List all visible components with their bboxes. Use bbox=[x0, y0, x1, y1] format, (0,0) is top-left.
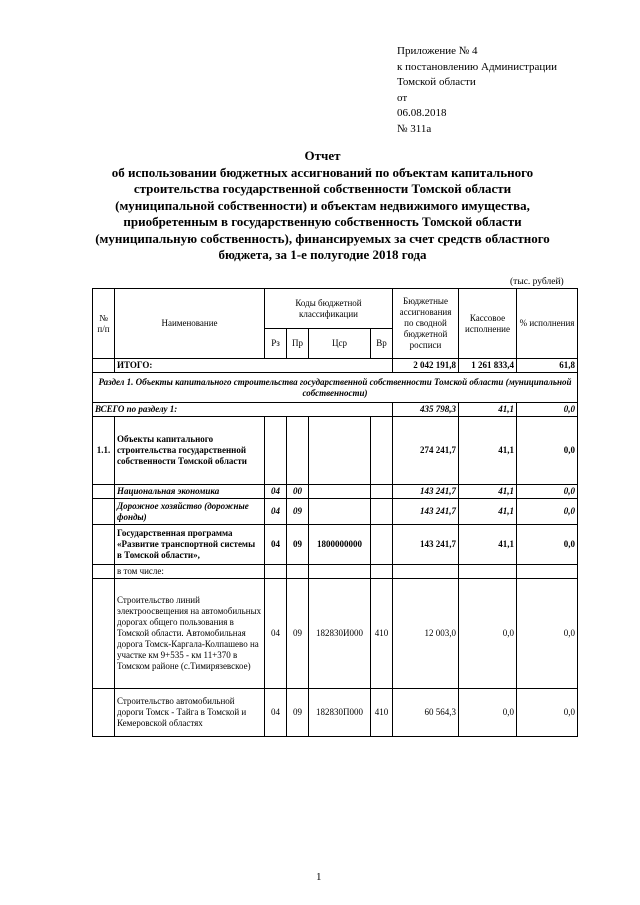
total-row bbox=[93, 359, 578, 373]
row-cash: 41,1 bbox=[459, 525, 517, 565]
row-vr bbox=[371, 417, 393, 485]
row-csr: 182830И000 bbox=[309, 579, 371, 689]
header-percent: % исполнения bbox=[517, 289, 578, 359]
title-line: (муниципальной собственности) и объектам недвижимого имущества, bbox=[115, 197, 530, 213]
row-vr: 410 bbox=[371, 689, 393, 737]
row-rz: 04 bbox=[265, 579, 287, 689]
row-rz bbox=[265, 565, 287, 579]
title-line: об использовании бюджетных ассигнований по объектам капитального bbox=[111, 164, 534, 180]
report-table bbox=[92, 288, 578, 737]
row-cash: 0,0 bbox=[459, 579, 517, 689]
header-csr: Цср bbox=[309, 329, 371, 359]
report-title bbox=[60, 148, 585, 264]
row-rz bbox=[265, 417, 287, 485]
title-line: бюджета, за 1-е полугодие 2018 года bbox=[218, 247, 427, 262]
row-csr: 1800000000 bbox=[309, 525, 371, 565]
row-budget: 12 003,0 bbox=[393, 579, 459, 689]
row-name: Дорожное хозяйство (дорожные фонды) bbox=[115, 499, 265, 525]
row-percent: 0,0 bbox=[517, 689, 578, 737]
page-number: 1 bbox=[316, 871, 322, 883]
row-budget: 143 241,7 bbox=[393, 485, 459, 499]
table-row bbox=[93, 485, 578, 499]
total-budget: 2 042 191,8 bbox=[393, 359, 459, 373]
total-percent: 61,8 bbox=[517, 359, 578, 373]
row-cash: 41,1 bbox=[459, 499, 517, 525]
row-percent: 0,0 bbox=[517, 499, 578, 525]
appendix-line: от bbox=[397, 91, 408, 104]
row-name: Строительство линий электроосвещения на автомобильных дорогах общего пользования в Томской области. Автомобильная дорога Томск-Каргала-Колпашево на участке км 9+535 - км 11+370 в Томском районе (с.Тимирязевское) bbox=[115, 579, 265, 689]
row-vr: 410 bbox=[371, 579, 393, 689]
title-line: (муниципальную собственность), финансируемых за счет средств областного bbox=[95, 230, 550, 246]
row-budget: 143 241,7 bbox=[393, 525, 459, 565]
section-title: Раздел 1. Объекты капитального строительства государственной собственности Томской области (муниципальной собственности) bbox=[93, 373, 578, 403]
section-total-percent: 0,0 bbox=[517, 403, 578, 417]
appendix-date: 06.08.2018 bbox=[397, 107, 447, 119]
row-pr: 00 bbox=[287, 485, 309, 499]
row-rz: 04 bbox=[265, 485, 287, 499]
header-name: Наименование bbox=[115, 289, 265, 359]
table-row bbox=[93, 499, 578, 525]
row-num bbox=[93, 485, 115, 499]
appendix-line: Томской области bbox=[397, 76, 476, 88]
table-row bbox=[93, 417, 578, 485]
row-budget: 143 241,7 bbox=[393, 499, 459, 525]
row-csr bbox=[309, 565, 371, 579]
table-row bbox=[93, 525, 578, 565]
row-percent: 0,0 bbox=[517, 417, 578, 485]
header-vr: Вр bbox=[371, 329, 393, 359]
section-total-cash: 41,1 bbox=[459, 403, 517, 417]
appendix-number: № 311а bbox=[397, 122, 432, 135]
row-num bbox=[93, 579, 115, 689]
row-vr bbox=[371, 525, 393, 565]
table-header-row bbox=[93, 289, 578, 329]
row-csr bbox=[309, 417, 371, 485]
header-cash: Кассовое исполнение bbox=[459, 289, 517, 359]
row-pr: 09 bbox=[287, 499, 309, 525]
row-csr: 182830П000 bbox=[309, 689, 371, 737]
row-percent: 0,0 bbox=[517, 579, 578, 689]
header-pr: Пр bbox=[287, 329, 309, 359]
row-num bbox=[93, 525, 115, 565]
row-percent bbox=[517, 565, 578, 579]
row-csr bbox=[309, 499, 371, 525]
row-pr bbox=[287, 417, 309, 485]
row-num bbox=[93, 565, 115, 579]
row-vr bbox=[371, 485, 393, 499]
row-cash: 41,1 bbox=[459, 485, 517, 499]
title-line: приобретенным в государственную собственность Томской области bbox=[123, 214, 522, 229]
row-pr: 09 bbox=[287, 689, 309, 737]
row-cash: 0,0 bbox=[459, 689, 517, 737]
section-total-row bbox=[93, 403, 578, 417]
row-rz: 04 bbox=[265, 689, 287, 737]
row-pr: 09 bbox=[287, 525, 309, 565]
total-label: ИТОГО: bbox=[115, 359, 393, 373]
header-codes: Коды бюджетной классификации bbox=[265, 289, 393, 329]
header-budget: Бюджетные ассигнования по сводной бюджетной росписи bbox=[393, 289, 459, 359]
row-name: Национальная экономика bbox=[115, 485, 265, 499]
row-name: Строительство автомобильной дороги Томск - Тайга в Томской и Кемеровской областях bbox=[115, 689, 265, 737]
row-csr bbox=[309, 485, 371, 499]
appendix-line: к постановлению Администрации bbox=[397, 60, 558, 73]
section-total-label: ВСЕГО по разделу 1: bbox=[93, 403, 393, 417]
row-pr bbox=[287, 565, 309, 579]
table-row bbox=[93, 579, 578, 689]
row-cash: 41,1 bbox=[459, 417, 517, 485]
section-total-budget: 435 798,3 bbox=[393, 403, 459, 417]
header-num: № п/п bbox=[93, 289, 115, 359]
row-pr: 09 bbox=[287, 579, 309, 689]
row-vr bbox=[371, 499, 393, 525]
row-budget: 60 564,3 bbox=[393, 689, 459, 737]
row-num: 1.1. bbox=[93, 417, 115, 485]
section-row bbox=[93, 373, 578, 403]
row-name: Государственная программа «Развитие транспортной системы в Томской области», bbox=[115, 525, 265, 565]
row-percent: 0,0 bbox=[517, 485, 578, 499]
row-num bbox=[93, 689, 115, 737]
row-percent: 0,0 bbox=[517, 525, 578, 565]
title-line: строительства государственной собственности Томской области bbox=[133, 181, 512, 196]
row-budget bbox=[393, 565, 459, 579]
appendix-block bbox=[397, 44, 557, 137]
row-budget: 274 241,7 bbox=[393, 417, 459, 485]
row-rz: 04 bbox=[265, 499, 287, 525]
total-cash: 1 261 833,4 bbox=[459, 359, 517, 373]
table-row bbox=[93, 689, 578, 737]
units-label: (тыс. рублей) bbox=[510, 277, 564, 287]
row-cash bbox=[459, 565, 517, 579]
row-num bbox=[93, 499, 115, 525]
row-name: Объекты капитального строительства государственной собственности Томской области bbox=[115, 417, 265, 485]
appendix-line: Приложение № 4 bbox=[397, 45, 478, 57]
row-vr bbox=[371, 565, 393, 579]
header-rz: Рз bbox=[265, 329, 287, 359]
row-name: в том числе: bbox=[115, 565, 265, 579]
title-line: Отчет bbox=[304, 148, 341, 163]
table-row bbox=[93, 565, 578, 579]
row-rz: 04 bbox=[265, 525, 287, 565]
